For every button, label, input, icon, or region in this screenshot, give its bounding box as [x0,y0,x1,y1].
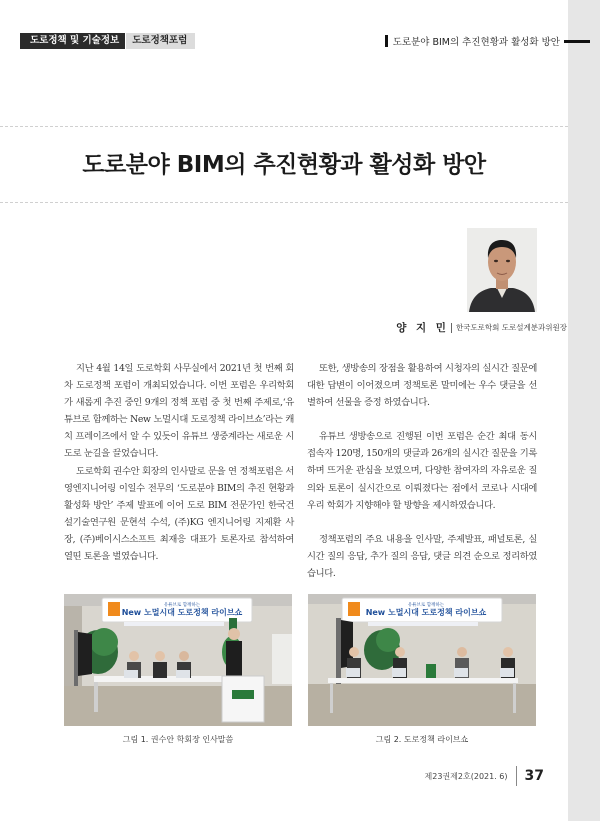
side-strip [568,0,600,821]
article-title: 도로분야 BIM의 추진현황과 활성화 방안 [82,152,486,178]
figure-1-photo [64,594,292,726]
divider-bottom [0,202,568,203]
page-footer [425,766,544,786]
issue-info: 제23권제2호(2021. 6) [424,771,508,781]
author-line [396,320,567,335]
figure-2-photo [308,594,536,726]
paragraph: 유튜브 생방송으로 진행된 이번 포럼은 순간 최대 동시 접속자 120명, 150개의 댓글과 26개의 실시간 질문을 기록하며 뜨거운 관심을 보였으며, 다양한 참여자의 자유로운 질의와 토론이 실시간으로 이뤄졌다는 점에서 코로나 시대에 우리 학회가 지향해야 할 방향을 제시하였습니다. [307,431,537,511]
banner-small-text: 유튜브로 함께하는 [163,603,201,608]
divider-top [0,126,568,127]
section-header [20,33,195,49]
running-header-dash [564,40,590,43]
figure-1-caption: 그림 1. 권수안 학회장 인사말씀 [122,735,234,744]
author-name: 양 지 민 [396,322,449,334]
section-label: 도로정책 및 기술정보 [20,33,125,49]
footer-divider [516,766,517,786]
running-title: 도로분야 BIM의 추진현황과 활성화 방안 [392,37,560,48]
author-affiliation: 한국도로학회 도로설계분과위원장 [455,323,567,332]
subsection-label: 도로정책포럼 [126,33,195,49]
paragraph: 지난 4월 14일 도로학회 사무실에서 2021년 첫 번째 회차 도로정책 포럼이 개최되었습니다. 이번 포럼은 우리학회가 새롭게 추진 중인 9개의 정책 포럼 중 첫 번째 주제로,‘유튜브로 함께하는 New 노멀시대 도로정책 라이브쇼’라는 캐치 프레이즈에서 알 수 있듯이 유튜브 생중계라는 새로운 시도로 눈길을 끌었습니다. [64,363,294,460]
running-header-bar [385,35,388,47]
paragraph: 정책포럼의 주요 내용을 인사말, 주제발표, 패널토론, 실시간 질의 응답, 추가 질의 응답, 댓글 의견 순으로 정리하였습니다. [307,533,537,579]
banner-small-text: 유튜브로 함께하는 [407,603,445,608]
banner-text: New 노멀시대 도로정책 라이브쇼 [121,608,243,617]
figure-2-caption: 그림 2. 도로정책 라이브쇼 [375,735,469,744]
banner-text: New 노멀시대 도로정책 라이브쇼 [365,608,487,617]
paragraph: 도로학회 권수안 회장의 인사말로 문을 연 정책포럼은 서영엔지니어링 이일수 전무의 ‘도로분야 BIM의 추진 현황과 활성화 방안’ 주제 발표에 이어 도로 BIM 전문가인 한국건설기술연구원 문현석 수석, (주)KG 엔지니어링 지제환 사장, (주)베이시스소프트 최재응 대표가 토론자로 참석하여 열띤 토론을 벌였습니다. [64,465,294,563]
body-column-right [307,360,537,582]
running-header [385,34,560,48]
author-divider [451,323,452,333]
page-number: 37 [524,768,544,784]
body-column-left [64,360,294,565]
author-photo [467,228,537,312]
paragraph: 또한, 생방송의 장점을 활용하여 시청자의 실시간 질문에 대한 답변이 이어졌으며 정책토론 말미에는 우수 댓글을 선별하여 선물을 증정 하였습니다. [307,363,537,409]
